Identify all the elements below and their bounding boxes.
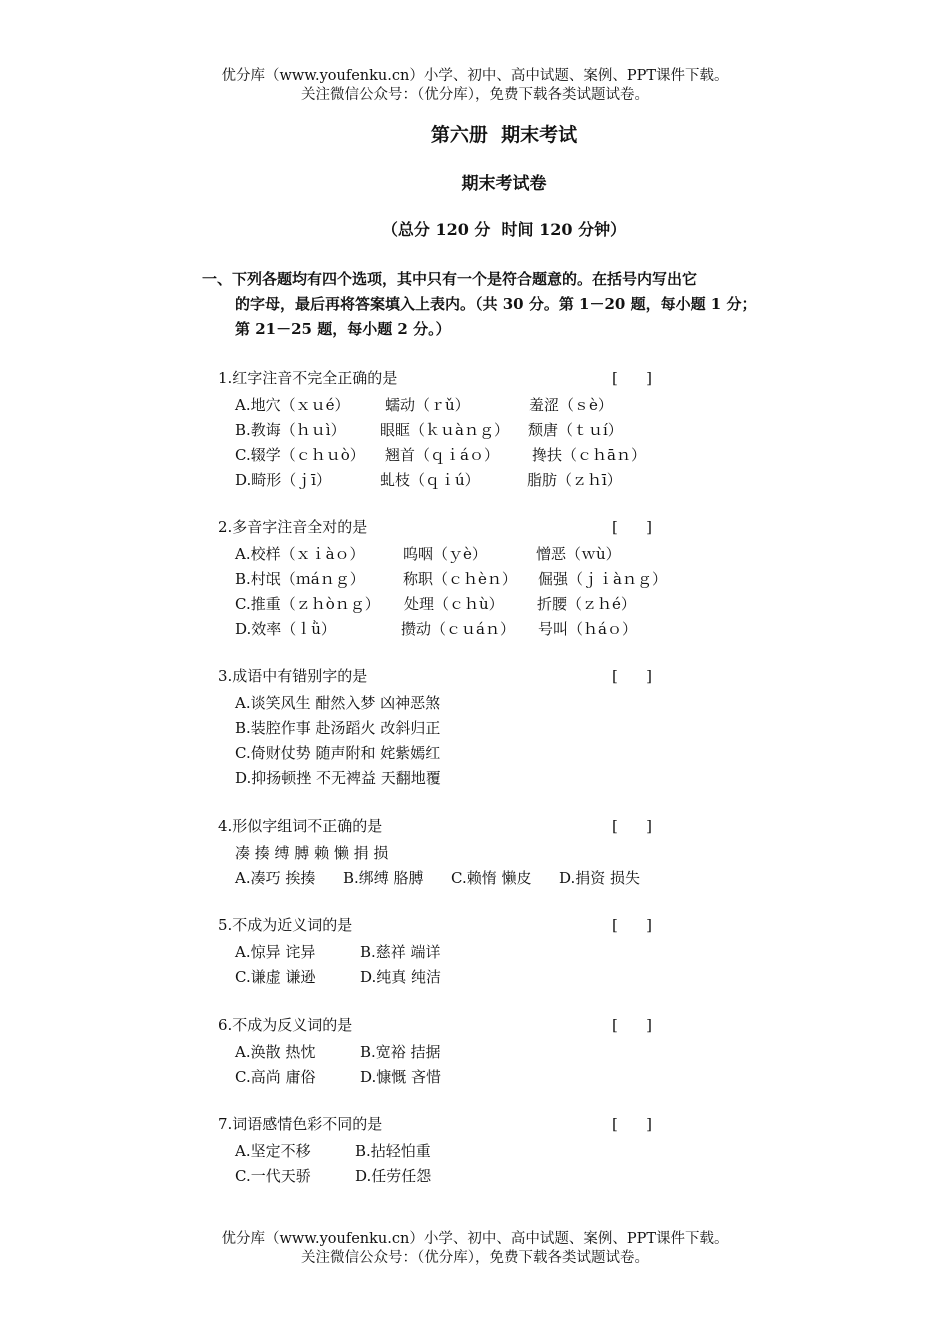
q4-option: A.凑巧 挨揍 [235, 869, 316, 887]
q1-option: 翘首（ｑｉáｏ） [385, 446, 499, 464]
section-1-line-1: 一、下列各题均有四个选项，其中只有一个是符合题意的。在括号内写出它 [202, 270, 698, 288]
q4-character-list: 凑 揍 缚 膊 赖 懒 捐 损 [235, 844, 389, 862]
q7-option: D.任劳任怨 [355, 1167, 432, 1185]
question-4-stem: 4.形似字组词不正确的是 [218, 817, 383, 835]
question-3-stem: 3.成语中有错别字的是 [218, 667, 368, 685]
q4-option: C.赖惰 懒皮 [451, 869, 532, 887]
section-1-line-3: 第 21－25 题，每小题 2 分。） [235, 320, 451, 338]
q6-option: A.涣散 热忱 [235, 1043, 316, 1061]
answer-bracket-1: [ ] [612, 369, 652, 387]
q1-option: D.畸形（ｊī） [235, 471, 332, 489]
answer-bracket-7: [ ] [612, 1115, 652, 1133]
q1-option: 羞涩（ｓè） [529, 396, 613, 414]
question-7-stem: 7.词语感情色彩不同的是 [218, 1115, 383, 1133]
answer-bracket-6: [ ] [612, 1016, 652, 1034]
q6-option: B.宽裕 拮据 [360, 1043, 441, 1061]
answer-bracket-5: [ ] [612, 916, 652, 934]
q1-option: C.辍学（ｃｈｕò） [235, 446, 365, 464]
q7-option: B.拈轻怕重 [355, 1142, 431, 1160]
page-subtitle: 期末考试卷 [461, 174, 547, 194]
q5-option: C.谦虚 谦逊 [235, 968, 316, 986]
q2-option: D.效率（ｌǜ） [235, 620, 336, 638]
q3-option: A.谈笑风生 酣然入梦 凶神恶煞 [235, 694, 441, 712]
q1-option: A.地穴（ｘｕé） [235, 396, 350, 414]
header-line-1: 优分库（www.youfenku.cn）小学、初中、高中试题、案例、PPT课件下载。 [221, 68, 729, 84]
q1-option: 颓唐（ｔｕí） [528, 421, 623, 439]
q2-option: 憎恶（ｗù） [536, 545, 621, 563]
footer-line-1: 优分库（www.youfenku.cn）小学、初中、高中试题、案例、PPT课件下载。 [221, 1231, 729, 1247]
q3-option: D.抑扬顿挫 不无裨益 天翻地覆 [235, 769, 441, 787]
question-2-stem: 2.多音字注音全对的是 [218, 518, 368, 536]
question-5-stem: 5.不成为近义词的是 [218, 916, 353, 934]
answer-bracket-2: [ ] [612, 518, 652, 536]
section-1-line-2: 的字母，最后再将答案填入上表内。（共 30 分。第 1－20 题，每小题 1 分； [235, 295, 757, 313]
score-info: （总分 120 分 时间 120 分钟） [381, 220, 627, 239]
q2-option: 号叫（ｈáｏ） [538, 620, 637, 638]
q2-option: 攒动（ｃｕáｎ） [401, 620, 515, 638]
q2-option: 倔强（ｊｉàｎｇ） [538, 570, 667, 588]
q1-option: 搀扶（ｃｈāｎ） [532, 446, 646, 464]
q3-option: C.倚财仗势 随声附和 姹紫嫣红 [235, 744, 441, 762]
question-1-stem: 1.红字注音不完全正确的是 [218, 369, 398, 387]
answer-bracket-3: [ ] [612, 667, 652, 685]
q5-option: A.惊异 诧异 [235, 943, 316, 961]
q5-option: D.纯真 纯洁 [360, 968, 442, 986]
header-line-2: 关注微信公众号：（优分库），免费下载各类试题试卷。 [301, 87, 649, 103]
q4-option: B.绑缚 胳膊 [343, 869, 424, 887]
q2-option: 折腰（ｚｈé） [537, 595, 636, 613]
q2-option: 处理（ｃｈù） [404, 595, 504, 613]
q3-option: B.装腔作事 赴汤蹈火 改斜归正 [235, 719, 441, 737]
footer-line-2: 关注微信公众号：（优分库），免费下载各类试题试卷。 [301, 1250, 649, 1266]
question-6-stem: 6.不成为反义词的是 [218, 1016, 353, 1034]
q7-option: C.一代天骄 [235, 1167, 311, 1185]
q2-option: A.校样（ｘｉàｏ） [235, 545, 365, 563]
q4-option: D.捐资 损失 [559, 869, 641, 887]
q2-option: 呜咽（ｙè） [403, 545, 487, 563]
q5-option: B.慈祥 端详 [360, 943, 441, 961]
answer-bracket-4: [ ] [612, 817, 652, 835]
q2-option: C.推重（ｚｈòｎｇ） [235, 595, 380, 613]
q1-option: 虬枝（ｑｉú） [380, 471, 480, 489]
q1-option: 脂肪（ｚｈī） [527, 471, 622, 489]
q1-option: 蠕动（ｒǔ） [385, 396, 470, 414]
q7-option: A.坚定不移 [235, 1142, 311, 1160]
page-title: 第六册 期末考试 [430, 124, 578, 146]
q1-option: B.教诲（ｈｕì） [235, 421, 346, 439]
q1-option: 眼眶（ｋｕàｎｇ） [380, 421, 509, 439]
q6-option: C.高尚 庸俗 [235, 1068, 316, 1086]
q2-option: 称职（ｃｈèｎ） [403, 570, 517, 588]
q6-option: D.慷慨 吝惜 [360, 1068, 442, 1086]
q2-option: B.村氓（ｍáｎｇ） [235, 570, 365, 588]
